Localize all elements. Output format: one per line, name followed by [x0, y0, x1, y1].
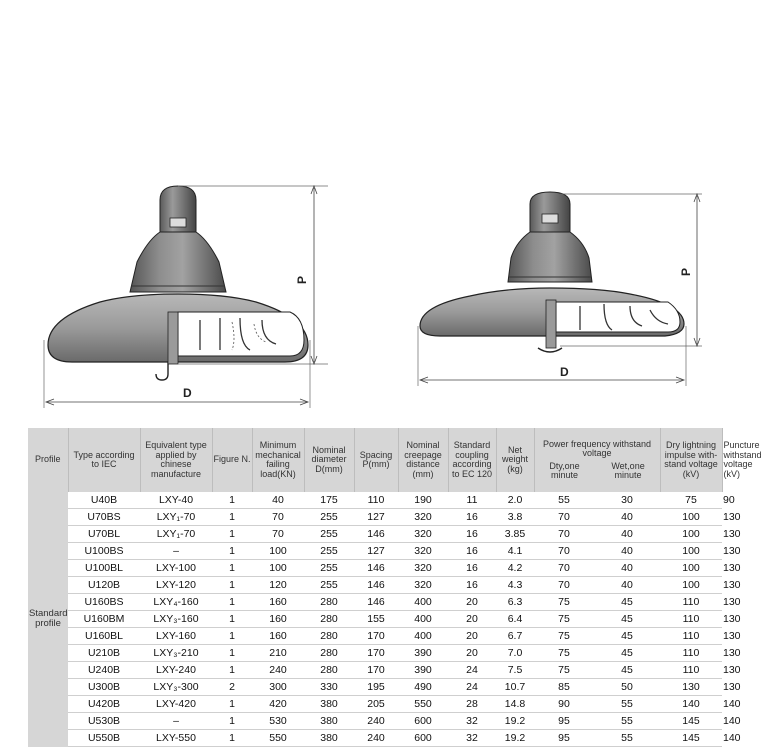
table-cell: 390	[398, 645, 448, 662]
table-cell: 400	[398, 628, 448, 645]
table-cell: U70BS	[68, 509, 140, 526]
table-cell: LXY₃-210	[140, 645, 212, 662]
table-cell: U300B	[68, 679, 140, 696]
header-weight: Net weight (kg)	[496, 428, 534, 492]
table-cell: 160	[252, 611, 304, 628]
table-cell: 4.2	[496, 560, 534, 577]
table-cell: U120B	[68, 577, 140, 594]
header-spacing: Spacing P(mm)	[354, 428, 398, 492]
table-cell: U420B	[68, 696, 140, 713]
header-creepage: Nominal creepage distance (mm)	[398, 428, 448, 492]
table-cell: 420	[252, 696, 304, 713]
table-cell: U100BL	[68, 560, 140, 577]
table-cell: 110	[354, 492, 398, 509]
table-cell: 7.0	[496, 645, 534, 662]
table-cell: 45	[594, 611, 660, 628]
table-cell: 100	[252, 560, 304, 577]
table-cell: U240B	[68, 662, 140, 679]
table-cell: 255	[304, 526, 354, 543]
table-cell: 1	[212, 662, 252, 679]
header-pf-wet: Wet,one minute	[611, 460, 645, 480]
table-cell: 320	[398, 560, 448, 577]
table-cell: LXY-40	[140, 492, 212, 509]
table-cell: 75	[534, 611, 594, 628]
table-cell: 28	[448, 696, 496, 713]
right-diameter-label: D	[560, 365, 569, 379]
table-cell: 70	[252, 509, 304, 526]
table-cell: 50	[594, 679, 660, 696]
table-cell: 1	[212, 696, 252, 713]
table-cell: 70	[534, 526, 594, 543]
table-cell: LXY-120	[140, 577, 212, 594]
table-cell: 70	[534, 560, 594, 577]
table-cell: 40	[594, 526, 660, 543]
table-cell: LXY₁-70	[140, 526, 212, 543]
table-cell: 55	[594, 696, 660, 713]
table-cell: 75	[534, 662, 594, 679]
table-row: U160BL LXY-160 1 160 280 170 400 20 6.7 75 45 110 130	[28, 628, 722, 645]
table-cell: 400	[398, 611, 448, 628]
table-cell: 100	[252, 543, 304, 560]
table-cell: 240	[354, 713, 398, 730]
header-pf-main: Power frequency withstand voltage	[542, 438, 652, 458]
table-row: U240B LXY-240 1 240 280 170 390 24 7.5 75 45 110 130	[28, 662, 722, 679]
table-cell: U530B	[68, 713, 140, 730]
table-cell: 75	[534, 628, 594, 645]
table-cell: 380	[304, 730, 354, 747]
table-cell: 255	[304, 543, 354, 560]
table-cell: LXY₃-300	[140, 679, 212, 696]
table-cell: 255	[304, 560, 354, 577]
table-cell: 16	[448, 560, 496, 577]
table-cell: –	[140, 713, 212, 730]
table-cell: 205	[354, 696, 398, 713]
table-cell: U100BS	[68, 543, 140, 560]
table-cell: 6.4	[496, 611, 534, 628]
table-cell: 40	[252, 492, 304, 509]
table-cell: 600	[398, 713, 448, 730]
spec-table	[28, 428, 762, 747]
table-cell: 1	[212, 730, 252, 747]
table-cell: 255	[304, 509, 354, 526]
table-cell: 1	[212, 628, 252, 645]
table-cell: 16	[448, 543, 496, 560]
table-cell: 1	[212, 577, 252, 594]
table-cell: 6.3	[496, 594, 534, 611]
table-cell: 75	[660, 492, 722, 509]
table-cell: 40	[594, 543, 660, 560]
table-cell: 11	[448, 492, 496, 509]
table-cell: 146	[354, 560, 398, 577]
table-cell: 20	[448, 645, 496, 662]
table-cell: 16	[448, 526, 496, 543]
table-cell: 40	[594, 577, 660, 594]
table-cell: 45	[594, 594, 660, 611]
table-cell: 100	[660, 577, 722, 594]
header-min-load: Minimum mechanical failing load(KN)	[252, 428, 304, 492]
table-cell: 40	[594, 560, 660, 577]
table-cell: LXY-240	[140, 662, 212, 679]
table-cell: 550	[398, 696, 448, 713]
table-cell: LXY-420	[140, 696, 212, 713]
header-coupling: Standard coupling according to EC 120	[448, 428, 496, 492]
table-row: U100BL LXY-100 1 100 255 146 320 16 4.2 70 40 100 130	[28, 560, 722, 577]
table-cell: 55	[534, 492, 594, 509]
table-row: U210B LXY₃-210 1 210 280 170 390 20 7.0 75 45 110 130	[28, 645, 722, 662]
table-row: U100BS – 1 100 255 127 320 16 4.1 70 40 100 130	[28, 543, 722, 560]
table-cell: 155	[354, 611, 398, 628]
table-cell: 280	[304, 611, 354, 628]
table-row: U420B LXY-420 1 420 380 205 550 28 14.8 90 55 140 140	[28, 696, 722, 713]
table-cell: U160BM	[68, 611, 140, 628]
table-row: U70BL LXY₁-70 1 70 255 146 320 16 3.85 70 40 100 130	[28, 526, 722, 543]
table-cell: 3.85	[496, 526, 534, 543]
table-cell: 120	[252, 577, 304, 594]
table-cell: 195	[354, 679, 398, 696]
table-cell: U70BL	[68, 526, 140, 543]
table-row: U160BM LXY₃-160 1 160 280 155 400 20 6.4 75 45 110 130	[28, 611, 722, 628]
table-cell: 14.8	[496, 696, 534, 713]
table-cell: 90	[534, 696, 594, 713]
table-cell: 280	[304, 645, 354, 662]
table-cell: LXY-100	[140, 560, 212, 577]
left-diameter-label: D	[183, 386, 192, 400]
table-cell: 127	[354, 543, 398, 560]
table-cell: 320	[398, 577, 448, 594]
table-cell: 24	[448, 679, 496, 696]
table-row: U70BS LXY₁-70 1 70 255 127 320 16 3.8 70 40 100 130	[28, 509, 722, 526]
table-cell: 146	[354, 526, 398, 543]
table-cell: 1	[212, 713, 252, 730]
table-cell: 75	[534, 645, 594, 662]
table-cell: 320	[398, 543, 448, 560]
table-cell: 20	[448, 611, 496, 628]
table-cell: 170	[354, 628, 398, 645]
table-cell: 4.3	[496, 577, 534, 594]
table-cell: 110	[660, 611, 722, 628]
header-figure: Figure N.	[212, 428, 252, 492]
header-diameter: Nominal diameter D(mm)	[304, 428, 354, 492]
right-insulator-figure	[418, 192, 702, 386]
right-height-label: P	[679, 267, 693, 276]
table-cell: 130	[660, 679, 722, 696]
table-cell: 320	[398, 526, 448, 543]
table-cell: 45	[594, 628, 660, 645]
table-cell: –	[140, 543, 212, 560]
table-cell: 600	[398, 730, 448, 747]
table-header-row: Profile Type according to IEC Equivalent type applied by chinese manufacture Figure N. Minimum mechanical failing load(KN) Nominal diameter D(mm) Spacing P(mm) Nominal creepage distance (mm) Standard coupling according to EC 120 Net weight (kg) Power frequency withstand voltage Dty,one minute Wet,one minute Dry lightning impulse with-stand voltage (kV) Puncture withstand voltage (kV)	[28, 428, 722, 492]
header-lightning: Dry lightning impulse with-stand voltage (kV)	[660, 428, 722, 492]
table-cell: 6.7	[496, 628, 534, 645]
table-cell: 95	[534, 730, 594, 747]
table-cell: LXY₁-70	[140, 509, 212, 526]
table-cell: 380	[304, 696, 354, 713]
table-cell: 1	[212, 492, 252, 509]
table-cell: 55	[594, 730, 660, 747]
table-cell: 280	[304, 662, 354, 679]
table-cell: LXY₄-160	[140, 594, 212, 611]
table-cell: 45	[594, 662, 660, 679]
table-cell: 146	[354, 594, 398, 611]
table-cell: 1	[212, 645, 252, 662]
table-cell: 10.7	[496, 679, 534, 696]
table-cell: 145	[660, 730, 722, 747]
table-cell: 140	[660, 696, 722, 713]
table-cell: 210	[252, 645, 304, 662]
table-cell: 85	[534, 679, 594, 696]
header-type-iec: Type according to IEC	[68, 428, 140, 492]
table-cell: 400	[398, 594, 448, 611]
table-cell: 490	[398, 679, 448, 696]
table-cell: 1	[212, 543, 252, 560]
table-cell: 100	[660, 526, 722, 543]
table-cell: 280	[304, 594, 354, 611]
table-cell: 45	[594, 645, 660, 662]
table-cell: 127	[354, 509, 398, 526]
table-cell: 330	[304, 679, 354, 696]
table-cell: 1	[212, 526, 252, 543]
table-cell: 110	[660, 594, 722, 611]
table-cell: 550	[252, 730, 304, 747]
table-cell: 110	[660, 628, 722, 645]
table-row: U160BS LXY₄-160 1 160 280 146 400 20 6.3 75 45 110 130	[28, 594, 722, 611]
table-cell: 20	[448, 628, 496, 645]
table-row: U550B LXY-550 1 550 380 240 600 32 19.2 95 55 145 140	[28, 730, 722, 747]
table-cell: U210B	[68, 645, 140, 662]
table-cell: 16	[448, 577, 496, 594]
table-cell: 4.1	[496, 543, 534, 560]
table-cell: 240	[354, 730, 398, 747]
table-cell: U40B	[68, 492, 140, 509]
table-cell: 240	[252, 662, 304, 679]
table-cell: 160	[252, 628, 304, 645]
header-profile: Profile	[28, 428, 68, 492]
table-cell: 1	[212, 509, 252, 526]
table-cell: 100	[660, 509, 722, 526]
table-cell: 160	[252, 594, 304, 611]
table-cell: 70	[534, 509, 594, 526]
table-row: Standard profile U40B LXY-40 1 40 175 110 190 11 2.0 55 30 75 90	[28, 492, 722, 509]
table-cell: 255	[304, 577, 354, 594]
table-cell: 40	[594, 509, 660, 526]
table-cell: 190	[398, 492, 448, 509]
table-cell: 530	[252, 713, 304, 730]
table-cell: 16	[448, 509, 496, 526]
table-row: U120B LXY-120 1 120 255 146 320 16 4.3 70 40 100 130	[28, 577, 722, 594]
table-cell: 145	[660, 713, 722, 730]
table-cell: 320	[398, 509, 448, 526]
profile-cell: Standard profile	[28, 492, 68, 747]
table-cell: 24	[448, 662, 496, 679]
table-cell: 2	[212, 679, 252, 696]
table-cell: 3.8	[496, 509, 534, 526]
table-cell: U160BL	[68, 628, 140, 645]
table-cell: 95	[534, 713, 594, 730]
table-cell: 175	[304, 492, 354, 509]
table-cell: 1	[212, 611, 252, 628]
table-cell: 19.2	[496, 730, 534, 747]
table-cell: LXY-160	[140, 628, 212, 645]
table-cell: U160BS	[68, 594, 140, 611]
table-cell: 146	[354, 577, 398, 594]
left-height-label: P	[295, 275, 309, 284]
table-cell: 100	[660, 543, 722, 560]
header-pf-dry: Dty,one minute	[549, 460, 580, 480]
table-cell: 55	[594, 713, 660, 730]
table-cell: 170	[354, 662, 398, 679]
table-cell: U550B	[68, 730, 140, 747]
table-cell: 100	[660, 560, 722, 577]
table-cell: 20	[448, 594, 496, 611]
left-insulator-figure	[44, 186, 328, 408]
table-row: U530B – 1 530 380 240 600 32 19.2 95 55 145 140	[28, 713, 722, 730]
table-cell: LXY-550	[140, 730, 212, 747]
table-cell: 32	[448, 713, 496, 730]
header-power-frequency	[534, 428, 660, 492]
table-body	[28, 492, 741, 747]
table-cell: 110	[660, 662, 722, 679]
table-cell: 380	[304, 713, 354, 730]
table-cell: 1	[212, 594, 252, 611]
table-cell: 19.2	[496, 713, 534, 730]
table-cell: 70	[534, 577, 594, 594]
table-cell: 32	[448, 730, 496, 747]
table-cell: 75	[534, 594, 594, 611]
table-row: U300B LXY₃-300 2 300 330 195 490 24 10.7 85 50 130 130	[28, 679, 722, 696]
table-cell: 300	[252, 679, 304, 696]
table-cell: 2.0	[496, 492, 534, 509]
table-cell: 110	[660, 645, 722, 662]
table-cell: 70	[252, 526, 304, 543]
table-cell: 7.5	[496, 662, 534, 679]
table-cell: 390	[398, 662, 448, 679]
table-cell: 30	[594, 492, 660, 509]
header-equivalent-type: Equivalent type applied by chinese manufacture	[140, 428, 212, 492]
table-cell: 70	[534, 543, 594, 560]
table-cell: 280	[304, 628, 354, 645]
table-cell: 170	[354, 645, 398, 662]
table-cell: 1	[212, 560, 252, 577]
table-cell: LXY₃-160	[140, 611, 212, 628]
